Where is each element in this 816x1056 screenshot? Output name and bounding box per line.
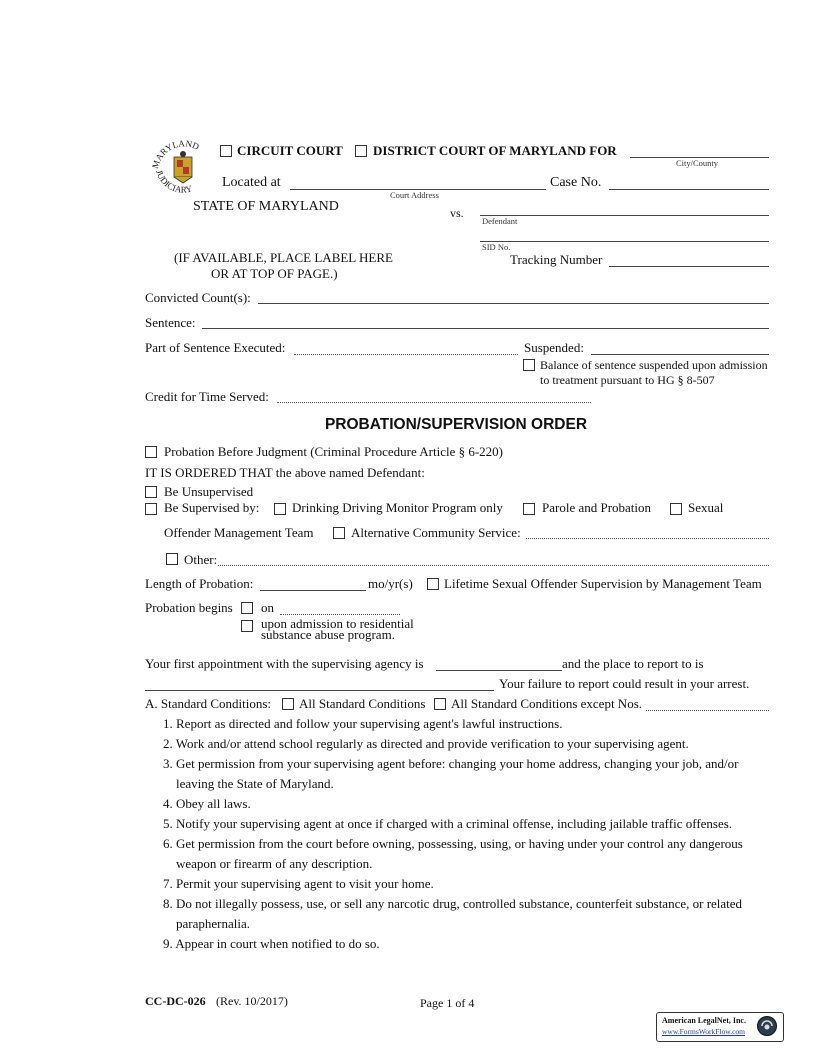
upon-admission-line1: upon admission to residential — [261, 616, 414, 631]
credit-time-served-label: Credit for Time Served: — [145, 389, 269, 404]
label-note-line2: OR AT TOP OF PAGE.) — [211, 266, 338, 281]
label-note-line1: (IF AVAILABLE, PLACE LABEL HERE — [174, 250, 393, 265]
seal-top-text: MARYLAND — [150, 138, 201, 170]
upon-admission-checkbox[interactable] — [241, 620, 253, 632]
unsupervised-label: Be Unsupervised — [164, 484, 254, 499]
circuit-court-checkbox[interactable] — [220, 145, 232, 157]
badge-name: American LegalNet, Inc. — [662, 1016, 746, 1025]
sexual-label: Sexual — [688, 500, 724, 515]
maryland-judiciary-seal — [150, 133, 216, 199]
pbj-checkbox[interactable] — [145, 446, 157, 458]
probation-begins-label: Probation begins — [145, 600, 233, 615]
length-probation-label: Length of Probation: — [145, 576, 254, 591]
place-report-label: and the place to report to is — [562, 656, 704, 671]
suspended-field[interactable] — [591, 354, 769, 355]
lifetime-supervision-label: Lifetime Sexual Offender Supervision by Management Team — [444, 576, 762, 591]
suspended-label: Suspended: — [524, 340, 584, 355]
part-executed-label: Part of Sentence Executed: — [145, 340, 286, 355]
badge-url[interactable]: www.FormsWorkFlow.com — [662, 1027, 746, 1036]
other-label: Other: — [184, 552, 218, 567]
sid-field[interactable] — [480, 241, 769, 242]
credit-time-served-field[interactable] — [277, 402, 591, 403]
condition-item: 1. Report as directed and follow your supervising agent's lawful instructions. — [163, 716, 563, 731]
defendant-caption: Defendant — [482, 216, 518, 226]
begins-on-checkbox[interactable] — [241, 602, 253, 614]
circuit-court-label: CIRCUIT COURT — [237, 143, 343, 158]
first-appointment-field[interactable] — [436, 670, 562, 671]
conditions-except-checkbox[interactable] — [434, 698, 446, 710]
condition-item: 4. Obey all laws. — [163, 796, 251, 811]
other-checkbox[interactable] — [166, 553, 178, 565]
alt-service-field[interactable] — [526, 538, 769, 539]
begins-on-label: on — [261, 600, 274, 615]
length-probation-field[interactable] — [260, 590, 366, 591]
failure-warning: Your failure to report could result in your arrest. — [499, 676, 750, 691]
ordered-statement: IT IS ORDERED THAT the above named Defendant: — [145, 465, 425, 480]
unsupervised-checkbox[interactable] — [145, 486, 157, 498]
american-legalnet-badge — [656, 1012, 784, 1042]
district-court-label: DISTRICT COURT OF MARYLAND FOR — [373, 143, 617, 158]
court-address-caption: Court Address — [390, 190, 439, 200]
tracking-number-field[interactable] — [609, 266, 769, 267]
sentence-field[interactable] — [202, 328, 769, 329]
standard-conditions-heading: A. Standard Conditions: — [145, 696, 272, 711]
first-appointment-label: Your first appointment with the supervising agency is — [145, 656, 424, 671]
offender-management-label: Offender Management Team — [164, 525, 314, 540]
condition-item-continued: paraphernalia. — [176, 916, 250, 931]
convicted-counts-field[interactable] — [258, 303, 769, 304]
city-county-caption: City/County — [676, 158, 719, 168]
sexual-offender-checkbox[interactable] — [670, 503, 682, 515]
part-executed-field[interactable] — [294, 354, 518, 355]
case-no-label: Case No. — [550, 175, 602, 190]
district-court-checkbox[interactable] — [355, 145, 367, 157]
conditions-except-label: All Standard Conditions except Nos. — [451, 696, 643, 711]
located-at-label: Located at — [222, 175, 281, 190]
balance-suspended-checkbox[interactable] — [523, 359, 535, 371]
condition-item: 3. Get permission from your supervising agent before: changing your home address, changing your job, and/or — [163, 756, 739, 771]
page-number: Page 1 of 4 — [420, 996, 475, 1010]
convicted-counts-label: Convicted Count(s): — [145, 290, 251, 305]
sentence-label: Sentence: — [145, 315, 196, 330]
form-revision: (Rev. 10/2017) — [216, 994, 288, 1008]
conditions-except-field[interactable] — [646, 710, 769, 711]
condition-item: 2. Work and/or attend school regularly as directed and provide verification to your supervising agent. — [163, 736, 689, 751]
condition-item: 8. Do not illegally possess, use, or sell any narcotic drug, controlled substance, counterfeit substance, or related — [163, 896, 743, 911]
drinking-driving-checkbox[interactable] — [274, 503, 286, 515]
alt-service-checkbox[interactable] — [333, 527, 345, 539]
drinking-driving-label: Drinking Driving Monitor Program only — [292, 500, 503, 515]
sid-caption: SID No. — [482, 242, 511, 252]
other-field[interactable] — [218, 565, 769, 566]
all-conditions-checkbox[interactable] — [282, 698, 294, 710]
vs-label: vs. — [450, 206, 464, 220]
balance-suspended-line1: Balance of sentence suspended upon admission — [540, 358, 768, 372]
order-title: PROBATION/SUPERVISION ORDER — [324, 416, 588, 433]
form-number: CC-DC-026 — [145, 994, 206, 1008]
badge-globe-icon — [756, 1015, 778, 1037]
supervised-checkbox[interactable] — [145, 503, 157, 515]
condition-item: 9. Appear in court when notified to do so. — [163, 936, 380, 951]
condition-item: 5. Notify your supervising agent at once if charged with a criminal offense, including jailable traffic offenses. — [163, 816, 733, 831]
condition-item: 6. Get permission from the court before owning, possessing, using, or having under your control any dangerous — [163, 836, 743, 851]
state-label: STATE OF MARYLAND — [193, 199, 339, 214]
condition-item-continued: weapon or firearm of any description. — [176, 856, 373, 871]
place-report-field[interactable] — [145, 690, 494, 691]
defendant-field[interactable] — [480, 215, 769, 216]
begins-on-date-field[interactable] — [280, 614, 400, 615]
case-no-field[interactable] — [609, 189, 769, 190]
seal-bottom-text: JUDICIARY — [154, 168, 194, 195]
tracking-number-label: Tracking Number — [510, 252, 603, 267]
parole-probation-label: Parole and Probation — [542, 500, 652, 515]
pbj-label: Probation Before Judgment (Criminal Procedure Article § 6-220) — [164, 444, 504, 459]
all-conditions-label: All Standard Conditions — [299, 696, 426, 711]
mo-yr-label: mo/yr(s) — [368, 576, 413, 591]
upon-admission-line2: substance abuse program. — [261, 627, 395, 642]
parole-probation-checkbox[interactable] — [523, 503, 535, 515]
balance-suspended-line2: to treatment pursuant to HG § 8-507 — [540, 373, 715, 387]
supervised-by-label: Be Supervised by: — [164, 500, 260, 515]
lifetime-supervision-checkbox[interactable] — [427, 578, 439, 590]
condition-item-continued: leaving the State of Maryland. — [176, 776, 334, 791]
alt-service-label: Alternative Community Service: — [351, 525, 521, 540]
condition-item: 7. Permit your supervising agent to visit your home. — [163, 876, 434, 891]
